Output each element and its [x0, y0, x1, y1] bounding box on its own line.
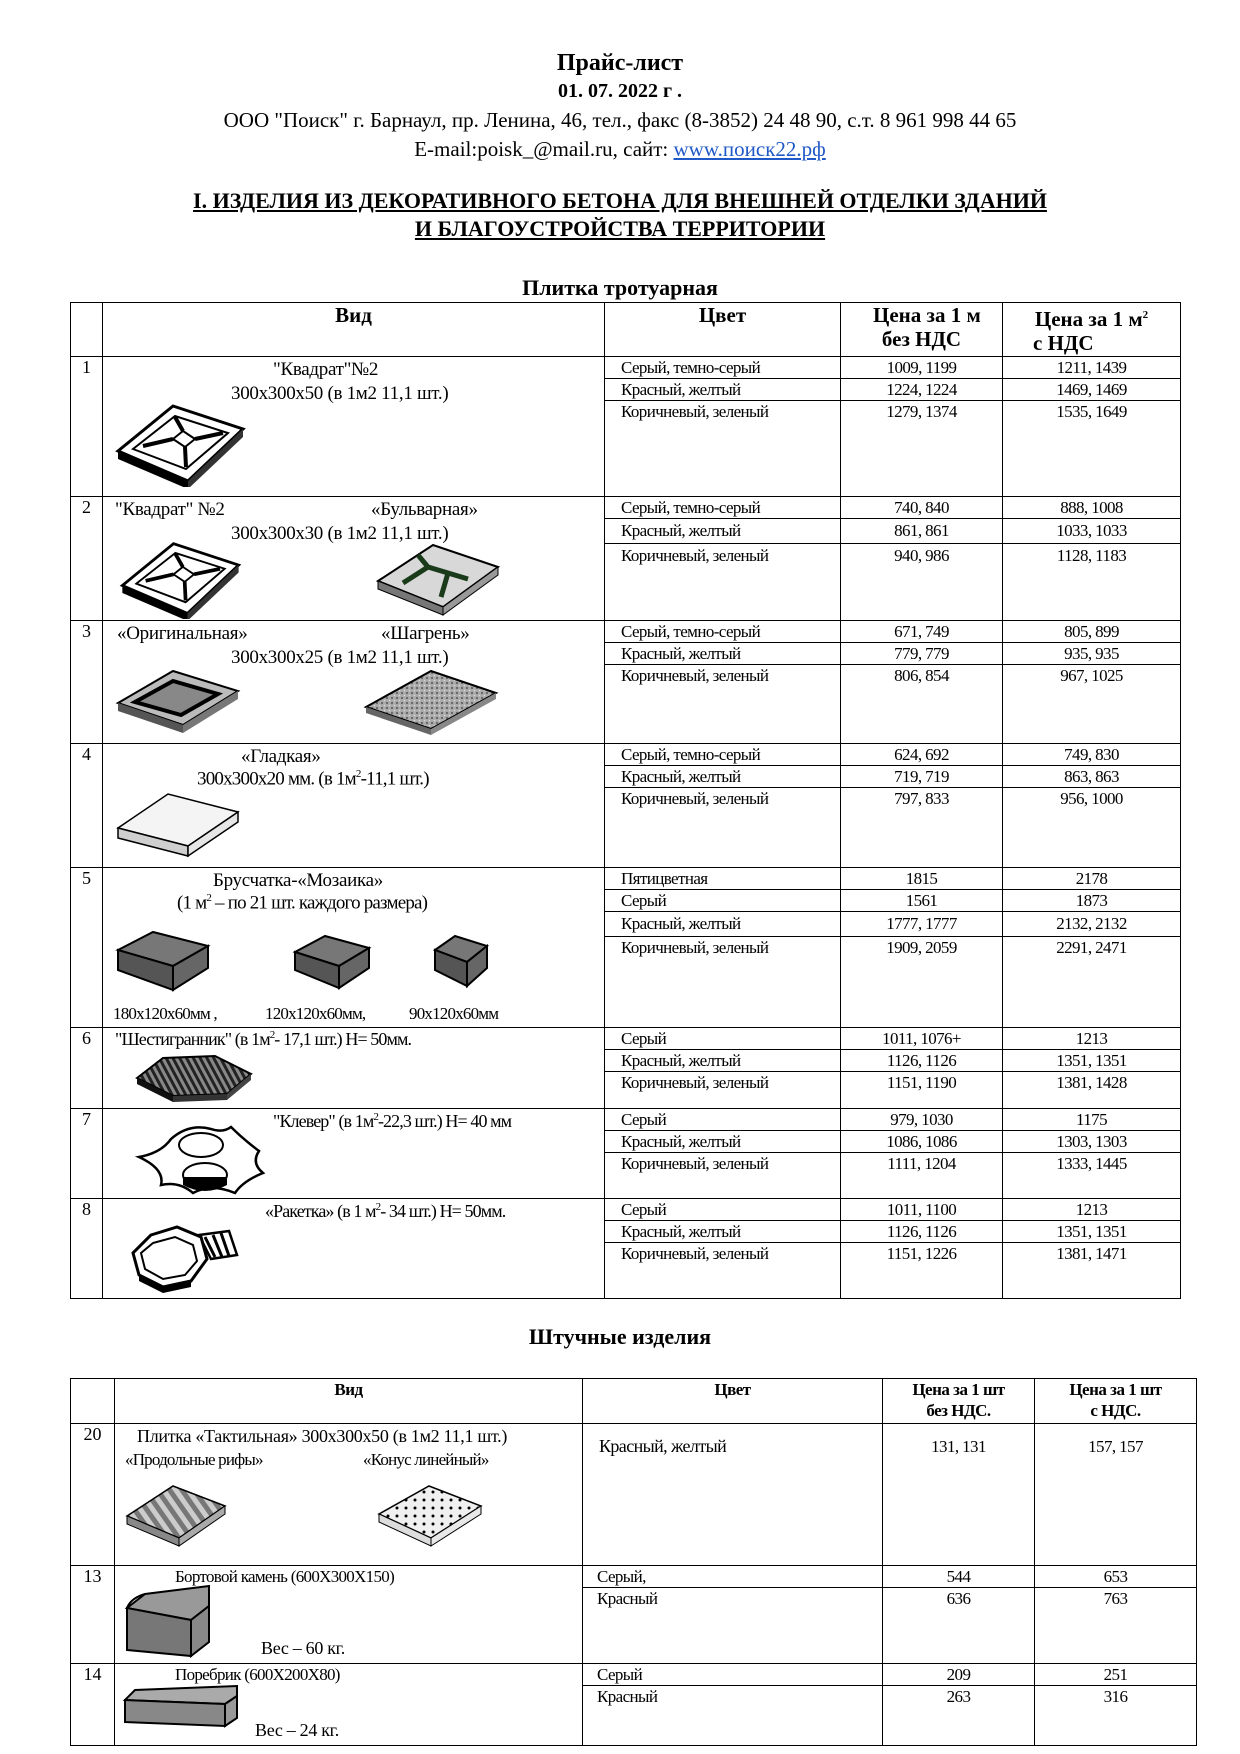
price-value: 1175	[1003, 1109, 1180, 1131]
color-item: Коричневый, зеленый	[621, 546, 769, 565]
table-row	[71, 1109, 1181, 1199]
clover-tile-icon	[131, 1123, 271, 1197]
row-colors	[583, 1566, 883, 1664]
color-item: Красный, желтый	[605, 1050, 840, 1072]
racket-tile-icon	[129, 1219, 241, 1295]
color-item: Красный, желтый	[605, 1131, 840, 1153]
paving-stone-icon	[113, 928, 213, 992]
color-item: Серый	[605, 1199, 840, 1221]
price-value: 1213	[1003, 1199, 1180, 1221]
row-price-vat	[1003, 497, 1181, 621]
row-number: 14	[71, 1664, 115, 1746]
hexagon-tile-icon	[133, 1050, 255, 1106]
color-item: Коричневый, зеленый	[621, 402, 769, 421]
color-item: Красный, желтый	[605, 766, 840, 788]
header-color: Цвет	[605, 303, 841, 357]
row-label: «Оригинальная»	[117, 623, 248, 644]
row-label: 300х300х20 мм. (в $1м^2-11,1$ шт.)	[197, 768, 429, 790]
price-value: 1213	[1003, 1028, 1180, 1050]
color-item: Коричневый, зеленый	[621, 1244, 769, 1263]
row-number: 5	[71, 868, 103, 1028]
color-item: Серый	[605, 890, 840, 912]
row-label: "Клевер" (в $1м^2-22,3$ шт.) Н= 40 мм	[273, 1111, 512, 1131]
row-label: "Шестигранник" (в $1м^2-$ 17,1 шт.) Н= 50мм.	[115, 1029, 412, 1049]
paving-stone-icon	[431, 932, 491, 990]
price-value: 544	[883, 1566, 1034, 1588]
row-colors	[605, 1028, 841, 1109]
price-value: 1351, 1351	[1003, 1221, 1180, 1243]
row-price-vat	[1035, 1566, 1197, 1664]
boulevard-tile-icon	[373, 541, 503, 619]
paving-tile-table	[70, 302, 1181, 1299]
site-link[interactable]: www.поиск22.рф	[673, 137, 826, 161]
row-description	[115, 1664, 583, 1746]
price-value: 251	[1035, 1664, 1196, 1686]
price-value: 805, 899	[1003, 621, 1180, 643]
color-item: Серый,	[583, 1566, 882, 1588]
row-price-no-vat	[841, 1109, 1003, 1199]
header-price-no-vat: Цена за 1 шт без НДС.	[883, 1379, 1035, 1424]
price-value: 209	[883, 1664, 1034, 1686]
curb-stone-icon	[121, 1584, 215, 1658]
price-value: 636	[946, 1589, 971, 1608]
color-item: Красный, желтый	[605, 379, 840, 401]
table-row	[71, 1424, 1197, 1566]
row-label: «Ракетка» (в 1 $м^2-$ 34 шт.) Н= 50мм.	[265, 1201, 506, 1221]
row-label: 120х120х60мм,	[265, 1004, 366, 1023]
row-number: 20	[71, 1424, 115, 1566]
price-value: 1535, 1649	[1056, 402, 1127, 421]
price-value: 1381, 1428	[1056, 1073, 1127, 1092]
table-header-row	[71, 1379, 1197, 1424]
price-value: 263	[946, 1687, 971, 1706]
row-number: 4	[71, 744, 103, 868]
row-price-vat	[1035, 1664, 1197, 1746]
row-price-no-vat	[883, 1566, 1035, 1664]
table-row	[71, 868, 1181, 1028]
header-price-no-vat: Цена за 1 м без НДС	[841, 303, 1003, 357]
cone-tactile-icon	[375, 1480, 485, 1550]
row-label: Плитка «Тактильная» 300х300х50 (в 1м2 11,1 шт.)	[137, 1426, 508, 1446]
row-price-no-vat	[841, 868, 1003, 1028]
price-value: 1128, 1183	[1056, 546, 1127, 565]
color-item: Красный, желтый	[605, 1221, 840, 1243]
square-tile-icon	[113, 401, 248, 487]
row-colors	[605, 497, 841, 621]
table-row	[71, 1028, 1181, 1109]
row-number: 3	[71, 621, 103, 744]
table-row	[71, 1664, 1197, 1746]
table-row	[71, 744, 1181, 868]
price-value: 1151, 1190	[886, 1073, 957, 1092]
price-value: 779, 779	[841, 643, 1002, 665]
row-description	[103, 1109, 605, 1199]
price-value: 1469, 1469	[1003, 379, 1180, 401]
color-item: Коричневый, зеленый	[621, 938, 769, 957]
row-price-no-vat	[841, 497, 1003, 621]
price-value: 1011, 1100	[841, 1199, 1002, 1221]
color-item: Пятицветная	[605, 868, 840, 890]
price-value: 797, 833	[894, 789, 949, 808]
row-label: 300х300х30 (в 1м2 11,1 шт.)	[231, 523, 449, 544]
row-price-no-vat	[841, 1199, 1003, 1299]
row-price-vat	[1003, 744, 1181, 868]
price-value: 1333, 1445	[1056, 1154, 1127, 1173]
price-value: 1011, 1076+	[841, 1028, 1002, 1050]
price-value: 1777, 1777	[841, 912, 1002, 937]
square-tile-icon	[113, 539, 248, 619]
price-value: 749, 830	[1003, 744, 1180, 766]
row-description	[115, 1424, 583, 1566]
row-label: 300х300х50 (в 1м2 11,1 шт.)	[231, 383, 449, 404]
table-row	[71, 1199, 1181, 1299]
header-vid: Вид	[115, 1379, 583, 1424]
row-label: Брусчатка-«Мозаика»	[213, 870, 383, 891]
row-colors	[583, 1664, 883, 1746]
paving-stone-icon	[291, 932, 373, 990]
color-item: Серый, темно-серый	[605, 357, 840, 379]
section-title-line1: I. ИЗДЕЛИЯ ИЗ ДЕКОРАТИВНОГО БЕТОНА ДЛЯ ВНЕШНЕЙ ОТДЕЛКИ ЗДАНИЙ	[193, 188, 1047, 213]
price-value: 1086, 1086	[841, 1131, 1002, 1153]
row-price-vat	[1003, 621, 1181, 744]
price-value: 888, 1008	[1003, 497, 1180, 519]
row-colors	[605, 621, 841, 744]
row-price-no-vat	[841, 621, 1003, 744]
price-value: 956, 1000	[1060, 789, 1123, 808]
row-label: «Конус линейный»	[363, 1450, 489, 1469]
row-description	[103, 357, 605, 497]
row-price-no-vat	[841, 744, 1003, 868]
document-title: Прайс-лист	[556, 50, 684, 76]
price-value: 861, 861	[841, 519, 1002, 544]
price-value: 131, 131	[931, 1437, 986, 1456]
row-description	[103, 1028, 605, 1109]
row-label: 90х120х60мм	[409, 1004, 499, 1023]
row-number: 7	[71, 1109, 103, 1199]
table-row	[71, 497, 1181, 621]
price-value: 1351, 1351	[1003, 1050, 1180, 1072]
price-value: 935, 935	[1003, 643, 1180, 665]
price-value: 1873	[1003, 890, 1180, 912]
row-price-no-vat	[841, 357, 1003, 497]
row-label: (1 $м^2$ – по 21 шт. каждого размера)	[177, 892, 428, 914]
row-description	[115, 1566, 583, 1664]
price-value: 2178	[1003, 868, 1180, 890]
price-value: 763	[1103, 1589, 1128, 1608]
row-colors	[583, 1424, 883, 1566]
row-label: «Шагрень»	[381, 623, 470, 644]
price-value: 2291, 2471	[1056, 938, 1127, 957]
header-vid: Вид	[103, 303, 605, 357]
row-label: 300х300х25 (в 1м2 11,1 шт.)	[231, 647, 449, 668]
border-stone-icon	[121, 1684, 241, 1728]
shagreen-tile-icon	[361, 667, 501, 739]
table2-caption: Штучные изделия	[528, 1324, 712, 1349]
price-value: 1815	[841, 868, 1002, 890]
row-label: «Гладкая»	[241, 746, 321, 767]
row-price-no-vat	[883, 1424, 1035, 1566]
color-item: Серый	[605, 1109, 840, 1131]
row-price-no-vat	[841, 1028, 1003, 1109]
table-row	[71, 621, 1181, 744]
row-price-vat	[1003, 868, 1181, 1028]
row-number: 2	[71, 497, 103, 621]
price-value: 1303, 1303	[1003, 1131, 1180, 1153]
color-item: Коричневый, зеленый	[621, 789, 769, 808]
row-colors	[605, 1109, 841, 1199]
table1-caption: Плитка тротуарная	[522, 275, 718, 300]
ribbed-tactile-icon	[123, 1480, 229, 1550]
contact-line	[0, 137, 1240, 162]
row-number: 8	[71, 1199, 103, 1299]
price-value: 157, 157	[1088, 1437, 1143, 1456]
price-value: 624, 692	[841, 744, 1002, 766]
row-label: "Квадрат"№2	[273, 359, 379, 380]
row-description	[103, 868, 605, 1028]
row-number: 1	[71, 357, 103, 497]
row-description	[103, 497, 605, 621]
price-value: 1211, 1439	[1003, 357, 1180, 379]
price-value: 1126, 1126	[841, 1050, 1002, 1072]
price-value: 979, 1030	[841, 1109, 1002, 1131]
row-price-vat	[1003, 1109, 1181, 1199]
price-value: 671, 749	[841, 621, 1002, 643]
row-price-vat	[1003, 1028, 1181, 1109]
price-value: 1224, 1224	[841, 379, 1002, 401]
color-item: Коричневый, зеленый	[621, 1154, 769, 1173]
original-tile-icon	[113, 667, 243, 737]
header-num	[71, 303, 103, 357]
row-description	[103, 1199, 605, 1299]
price-value: 1279, 1374	[886, 402, 957, 421]
price-value: 316	[1103, 1687, 1128, 1706]
price-value: 1126, 1126	[841, 1221, 1002, 1243]
header-price-vat: Цена за 1 шт с НДС.	[1035, 1379, 1197, 1424]
row-colors	[605, 1199, 841, 1299]
section-title-line2: И БЛАГОУСТРОЙСТВА ТЕРРИТОРИИ	[414, 216, 826, 241]
row-price-vat	[1003, 357, 1181, 497]
header-price-vat: Цена за 1 $м^2$ с НДС	[1003, 303, 1181, 357]
table-row	[71, 1566, 1197, 1664]
color-item: Серый	[605, 1028, 840, 1050]
color-item: Серый, темно-серый	[605, 744, 840, 766]
color-item: Коричневый, зеленый	[621, 1073, 769, 1092]
price-value: 1561	[841, 890, 1002, 912]
row-price-vat	[1035, 1424, 1197, 1566]
document-date: 01. 07. 2022 г .	[557, 80, 683, 102]
price-value: 740, 840	[841, 497, 1002, 519]
price-value: 1009, 1199	[841, 357, 1002, 379]
color-item: Красный, желтый	[605, 519, 840, 544]
color-item: Коричневый, зеленый	[621, 666, 769, 685]
row-price-vat	[1003, 1199, 1181, 1299]
color-item: Красный, желтый	[605, 912, 840, 937]
row-label: "Квадрат" №2	[115, 499, 225, 520]
row-description	[103, 621, 605, 744]
price-value: 1111, 1204	[887, 1154, 956, 1173]
header-color: Цвет	[583, 1379, 883, 1424]
color-item: Серый, темно-серый	[605, 497, 840, 519]
row-label: Вес – 24 кг.	[255, 1720, 339, 1740]
row-colors	[605, 357, 841, 497]
row-price-no-vat	[883, 1664, 1035, 1746]
table-header-row	[71, 303, 1181, 357]
row-label: Поребрик (600Х200Х80)	[175, 1665, 340, 1684]
price-value: 940, 986	[894, 546, 949, 565]
price-value: 1151, 1226	[886, 1244, 957, 1263]
table-row	[71, 357, 1181, 497]
row-label: «Продольные рифы»	[125, 1450, 263, 1469]
row-number: 13	[71, 1566, 115, 1664]
row-label: Бортовой камень (600Х300Х150)	[175, 1567, 395, 1586]
piece-goods-table	[70, 1378, 1197, 1746]
header-num	[71, 1379, 115, 1424]
price-value: 1909, 2059	[886, 938, 957, 957]
price-value: 1033, 1033	[1003, 519, 1180, 544]
row-colors	[605, 868, 841, 1028]
row-description	[103, 744, 605, 868]
color-item: Красный	[597, 1589, 658, 1608]
row-number: 6	[71, 1028, 103, 1109]
color-item: Красный	[597, 1687, 658, 1706]
row-label: 180х120х60мм ,	[113, 1004, 217, 1023]
price-value: 653	[1035, 1566, 1196, 1588]
color-item: Красный, желтый	[605, 643, 840, 665]
price-value: 863, 863	[1003, 766, 1180, 788]
email-text: E-mail:poisk_@mail.ru, сайт:	[414, 137, 674, 161]
color-item: Серый	[583, 1664, 882, 1686]
price-value: 2132, 2132	[1003, 912, 1180, 937]
row-label: Вес – 60 кг.	[261, 1638, 345, 1658]
smooth-tile-icon	[113, 790, 243, 860]
price-value: 719, 719	[841, 766, 1002, 788]
row-colors	[605, 744, 841, 868]
price-value: 967, 1025	[1060, 666, 1123, 685]
company-address: ООО "Поиск" г. Барнаул, пр. Ленина, 46, тел., факс (8-3852) 24 48 90, с.т. 8 961 998 44 65	[223, 108, 1017, 132]
price-value: 1381, 1471	[1056, 1244, 1127, 1263]
color-item: Красный, желтый	[599, 1436, 727, 1456]
color-item: Серый, темно-серый	[605, 621, 840, 643]
price-value: 806, 854	[894, 666, 949, 685]
row-label: «Бульварная»	[371, 499, 478, 520]
